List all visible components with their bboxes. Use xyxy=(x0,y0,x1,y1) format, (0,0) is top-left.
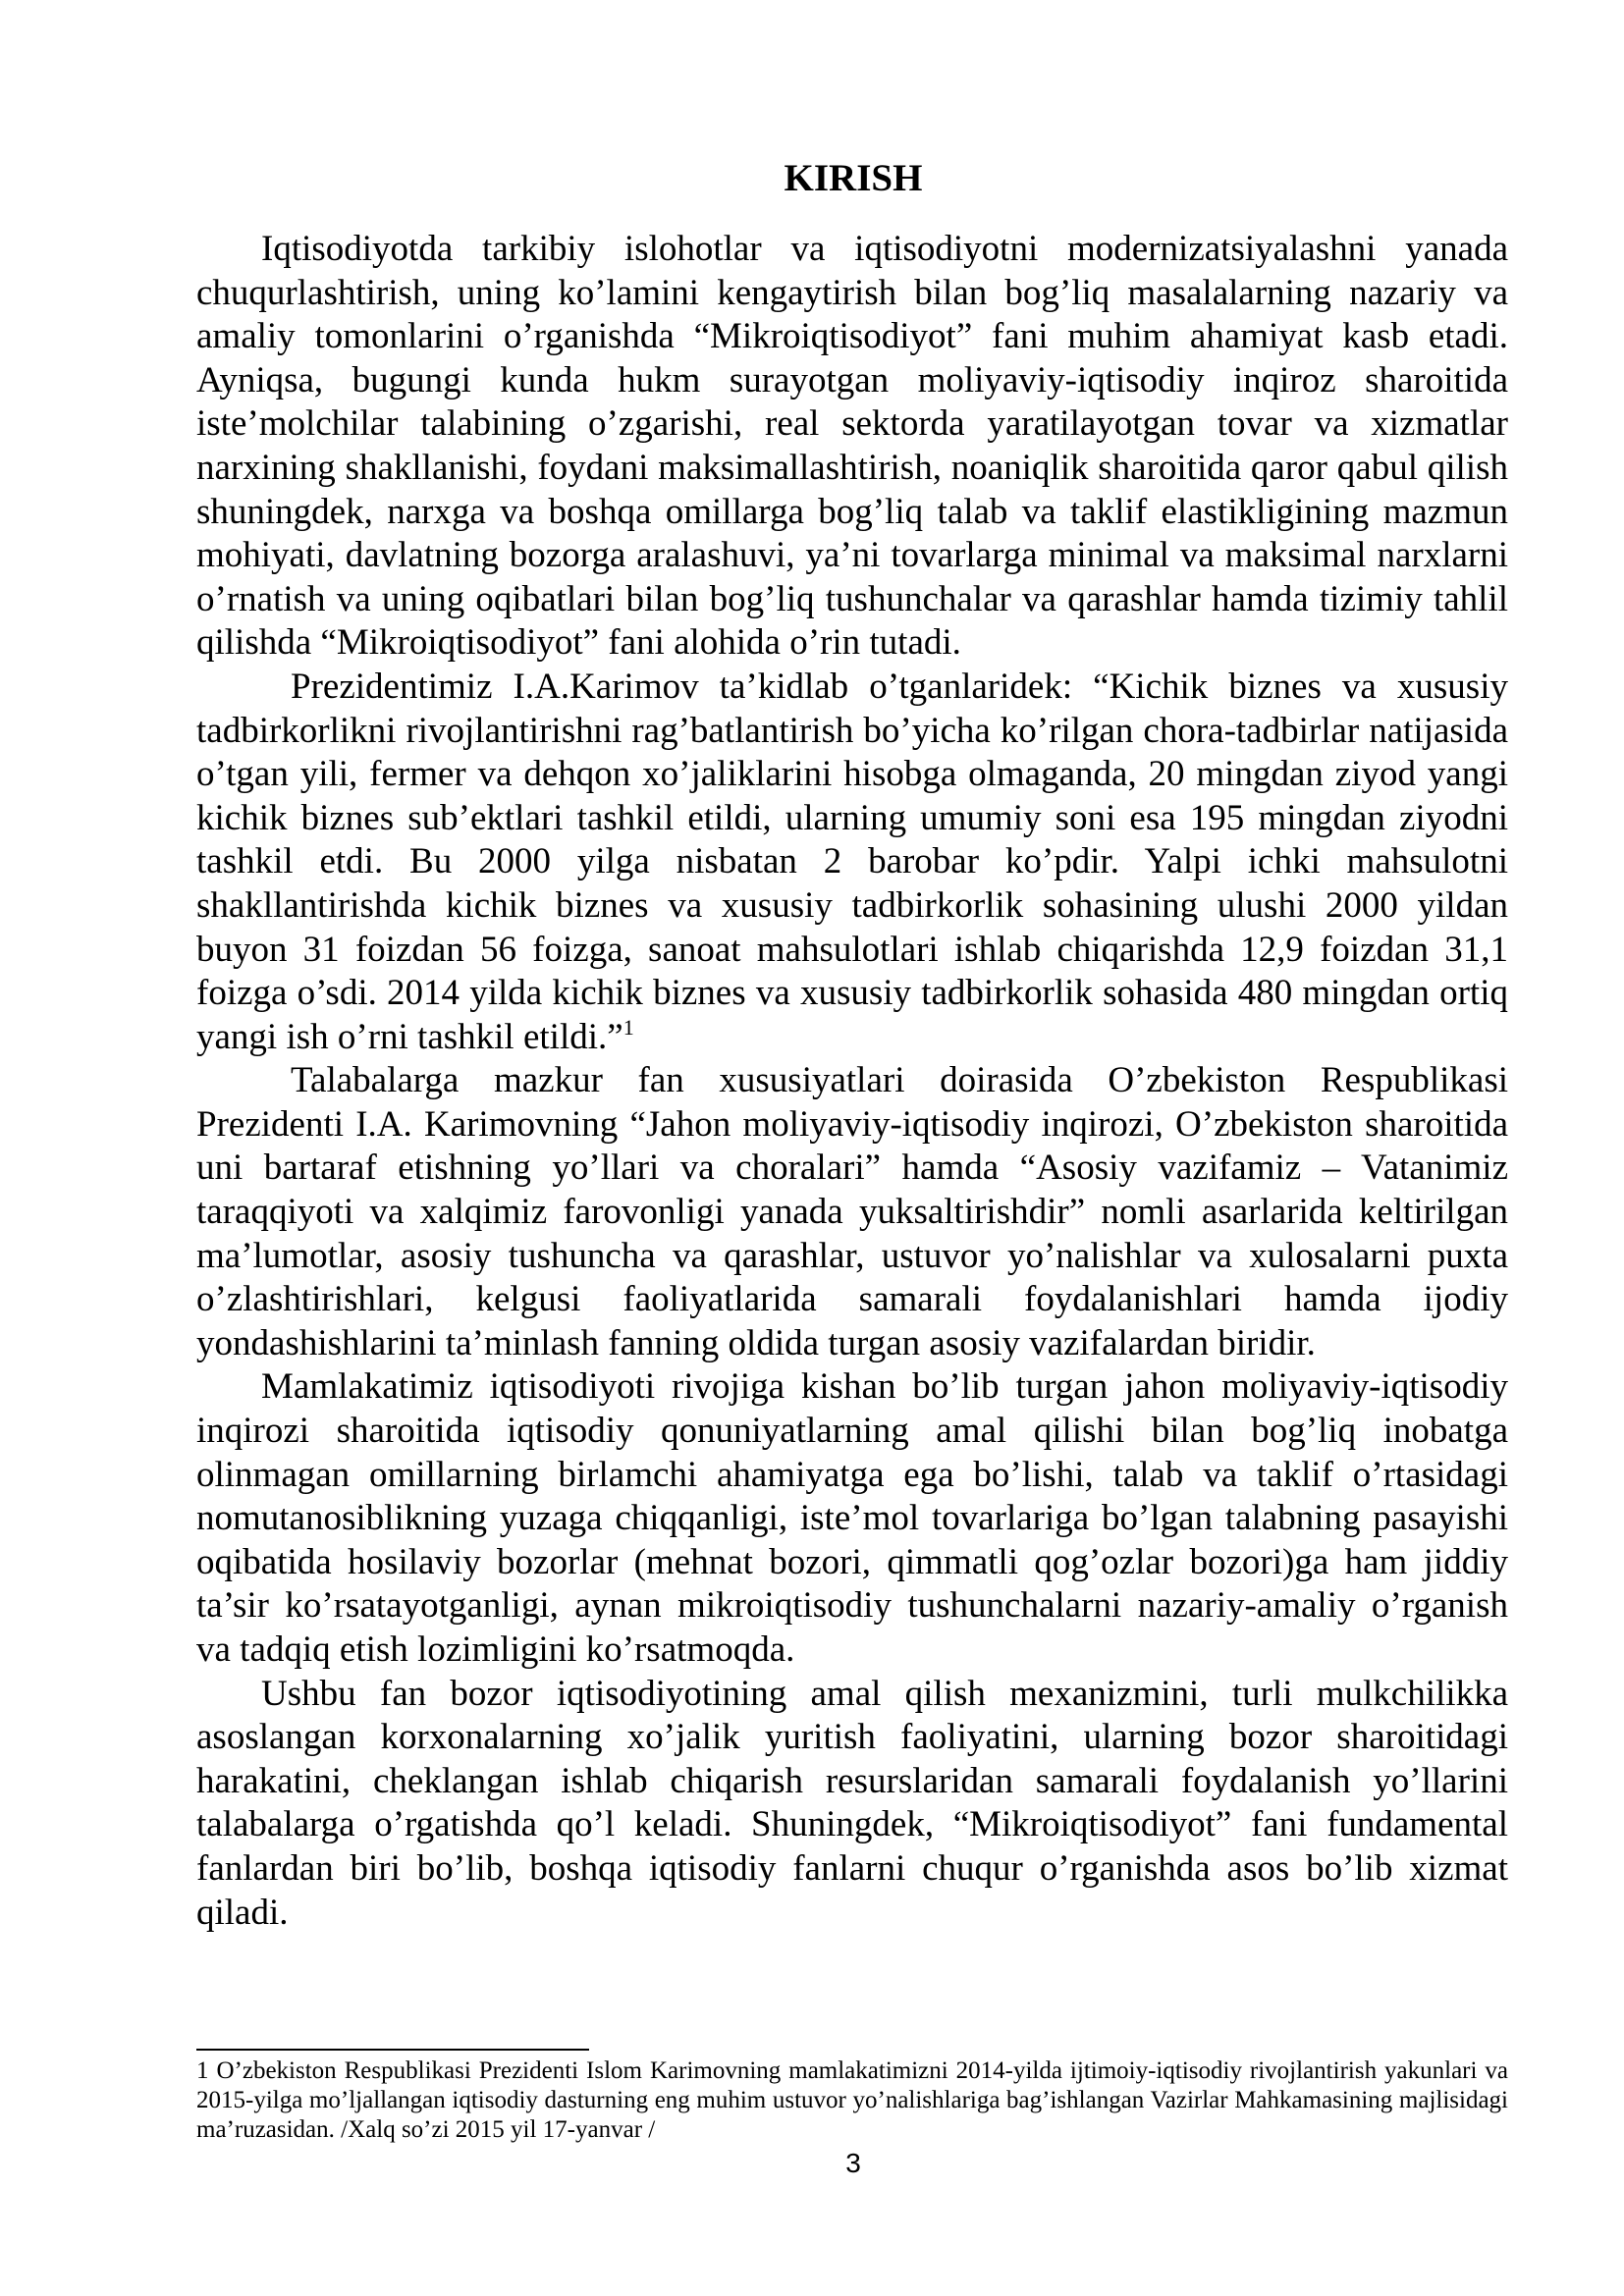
paragraph-2 xyxy=(196,666,1508,1059)
footnote-separator xyxy=(196,2049,589,2051)
page-number: 3 xyxy=(845,2148,861,2178)
body-text xyxy=(196,228,1508,1935)
paragraph-1: Iqtisodiyotda tarkibiy islohotlar va iqtisodiyotni modernizatsiyalashni yanada chuqurlashtirish, uning ko’lamini kengaytirish bilan bog’liq masalalarning nazariy va amaliy tomonlarini o’rganishda “Mikroiqtisodiyot” fani muhim ahamiyat kasb etadi. Ayniqsa, bugungi kunda hukm surayotgan moliyaviy-iqtisodiy inqiroz sharoitida iste’molchilar talabining o’zgarishi, real sektorda yaratilayotgan tovar va xizmatlar narxining shakllanishi, foydani maksimallashtirish, noaniqlik sharoitida qaror qabul qilish shuningdek, narxga va boshqa omillarga bog’liq talab va taklif elastikligining mazmun mohiyati, davlatning bozorga aralashuvi, ya’ni tovarlarga minimal va maksimal narxlarni o’rnatish va uning oqibatlari bilan bog’liq tushunchalar va qarashlar hamda tizimiy tahlil qilishda “Mikroiqtisodiyot” fani alohida o’rin tutadi. xyxy=(196,229,1508,664)
paragraph-3: Talabalarga mazkur fan xususiyatlari doirasida O’zbekiston Respublikasi Prezidenti I.A. Karimovning “Jahon moliyaviy-iqtisodiy inqirozi, O’zbekiston sharoitida uni bartaraf etishning yo’llari va choralari” hamda “Asosiy vazifamiz – Vatanimiz taraqqiyoti va xalqimiz farovonligi yanada yuksaltirishdir” nomli asarlarida keltirilgan ma’lumotlar, asosiy tushuncha va qarashlar, ustuvor yo’nalishlar va xulosalarni puxta o’zlashtirishlari, kelgusi faoliyatlarida samarali foydalanishlari hamda ijodiy yondashishlarini ta’minlash fanning oldida turgan asosiy vazifalardan biridir. xyxy=(196,1060,1508,1363)
paragraph-5: Ushbu fan bozor iqtisodiyotining amal qilish mexanizmini, turli mulkchilikka asoslangan korxonalarning xo’jalik yuritish faoliyatini, ularning bozor sharoitidagi harakatini, cheklangan ishlab chiqarish resurslaridan samarali foydalanish yo’llarini talabalarga o’rgatishda qo’l keladi. Shuningdek, “Mikroiqtisodiyot” fani fundamental fanlardan biri bo’lib, boshqa iqtisodiy fanlarni chuqur o’rganishda asos bo’lib xizmat qiladi. xyxy=(196,1673,1508,1933)
paragraph-4: Mamlakatimiz iqtisodiyoti rivojiga kishan bo’lib turgan jahon moliyaviy-iqtisodiy inqirozi sharoitida iqtisodiy qonuniyatlarning amal qilishi bilan bog’liq inobatga olinmagan omillarning birlamchi ahamiyatga ega bo’lishi, talab va taklif o’rtasidagi nomutanosiblikning yuzaga chiqqanligi, iste’mol tovarlariga bo’lgan talabning pasayishi oqibatida hosilaviy bozorlar (mehnat bozori, qimmatli qog’ozlar bozori)ga ham jiddiy ta’sir ko’rsatayotganligi, aynan mikroiqtisodiy tushunchalarni nazariy-amaliy o’rganish va tadqiq etish lozimligini ko’rsatmoqda. xyxy=(196,1366,1508,1670)
footnote-text: 1 O’zbekiston Respublikasi Prezidenti Islom Karimovning mamlakatimizni 2014-yilda ijtimoiy-iqtisodiy rivojlantirish yakunlari va 2015-yilga mo’ljallangan iqtisodiy dasturning eng muhim ustuvor yo’nalishlariga bag’ishlangan Vazirlar Mahkamasining majlisidagi ma’ruzasidan. /Xalq so’zi 2015 yil 17-yanvar / xyxy=(196,2057,1508,2143)
page-title: KIRISH xyxy=(784,157,923,199)
footnote-reference[interactable]: 1 xyxy=(623,1014,634,1040)
paragraph-2-text: Prezidentimiz I.A.Karimov ta’kidlab o’tganlaridek: “Kichik biznes va xususiy tadbirkorlikni rivojlantirishni rag’batlantirish bo’yicha ko’rilgan chora-tadbirlar natijasida o’tgan yili, fermer va dehqon xo’jaliklarini hisobga olmaganda, 20 mingdan ziyod yangi kichik biznes sub’ektlari tashkil etildi, ularning umumiy soni esa 195 mingdan ziyodni tashkil etdi. Bu 2000 yilga nisbatan 2 barobar ko’pdir. Yalpi ichki mahsulotni shakllantirishda kichik biznes va xususiy tadbirkorlik sohasining ulushi 2000 yildan buyon 31 foizdan 56 foizga, sanoat mahsulotlari ishlab chiqarishda 12,9 foizdan 31,1 foizga o’sdi. 2014 yilda kichik biznes va xususiy tadbirkorlik sohasida 480 mingdan ortiq yangi ish o’rni tashkil etildi.” xyxy=(196,666,1508,1057)
